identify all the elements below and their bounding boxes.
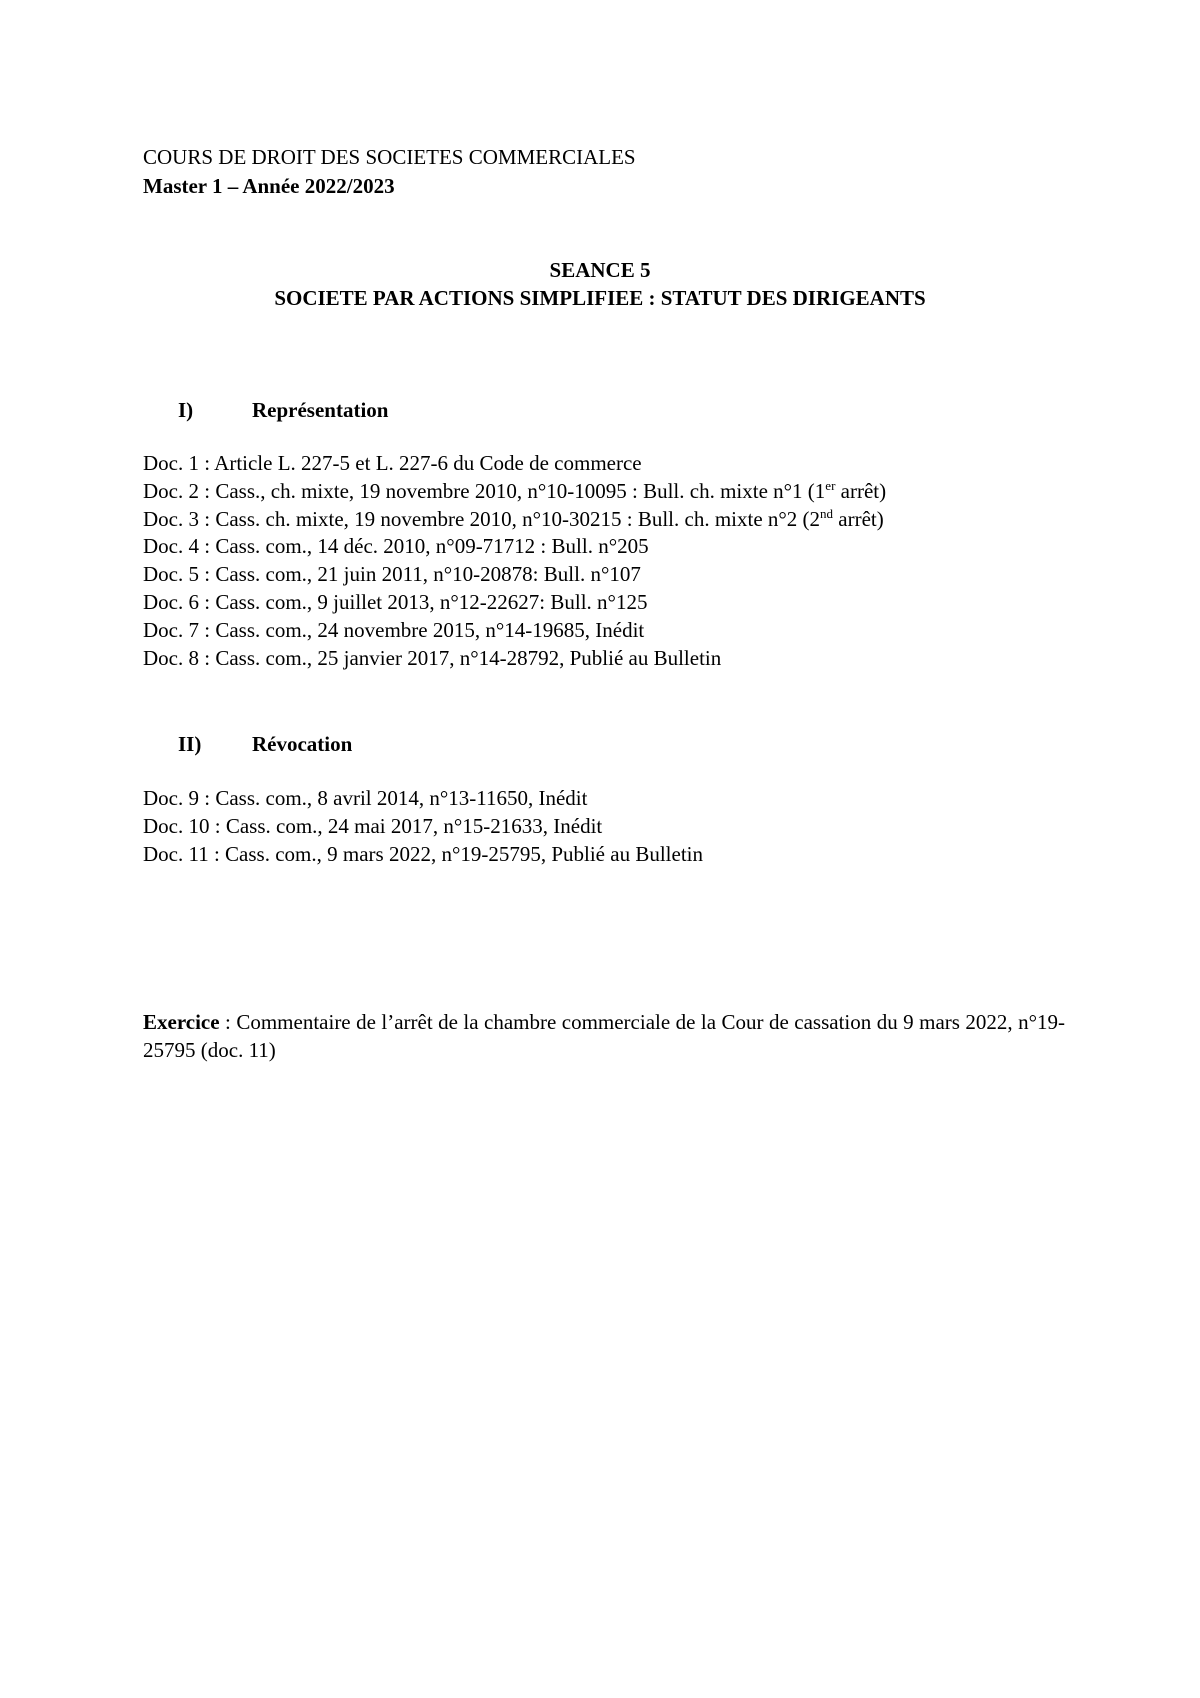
doc-item: [143, 841, 703, 869]
seance-subtitle: SOCIETE PAR ACTIONS SIMPLIFIEE : STATUT DES DIRIGEANTS: [274, 286, 926, 310]
exercise-paragraph: [143, 1008, 1065, 1064]
doc-text: Doc. 8 : Cass. com., 25 janvier 2017, n°14-28792, Publié au Bulletin: [143, 645, 722, 670]
doc-item: [143, 506, 886, 534]
doc-text: Doc. 3 : Cass. ch. mixte, 19 novembre 2010, n°10-30215 : Bull. ch. mixte n°2 (2: [143, 506, 821, 531]
doc-superscript: nd: [820, 505, 834, 521]
exercise-label: Exercice: [143, 1010, 220, 1034]
doc-text: Doc. 1 : Article L. 227-5 et L. 227-6 du Code de commerce: [143, 451, 642, 475]
doc-text-end: arrêt): [833, 506, 884, 531]
section-title: Révocation: [252, 732, 353, 756]
section-heading-representation: [178, 396, 388, 424]
doc-text: Doc. 10 : Cass. com., 24 mai 2017, n°15-21633, Inédit: [143, 813, 603, 838]
doc-item: [143, 813, 703, 841]
doc-text: Doc. 4 : Cass. com., 14 déc. 2010, n°09-71712 : Bull. n°205: [143, 534, 649, 559]
doc-text: Doc. 7 : Cass. com., 24 novembre 2015, n°14-19685, Inédit: [143, 617, 645, 642]
doc-text: Doc. 2 : Cass., ch. mixte, 19 novembre 2010, n°10-10095 : Bull. ch. mixte n°1 (1: [143, 478, 826, 503]
doc-item: [143, 589, 886, 617]
doc-item: [143, 645, 886, 673]
doc-text-end: arrêt): [835, 478, 887, 503]
section-number: II): [178, 732, 202, 756]
doc-text: Doc. 11 : Cass. com., 9 mars 2022, n°19-25795, Publié au Bulletin: [143, 841, 703, 866]
doc-list-revocation: [143, 785, 703, 868]
seance-number: SEANCE 5: [549, 258, 651, 282]
doc-text: Doc. 9 : Cass. com., 8 avril 2014, n°13-11650, Inédit: [143, 786, 588, 810]
course-title: COURS DE DROIT DES SOCIETES COMMERCIALES: [143, 145, 636, 169]
doc-superscript: er: [825, 477, 836, 493]
doc-item: [143, 561, 886, 589]
section-heading-revocation: [178, 730, 352, 758]
course-year: Master 1 – Année 2022/2023: [143, 174, 395, 198]
doc-text: Doc. 6 : Cass. com., 9 juillet 2013, n°12-22627: Bull. n°125: [143, 589, 648, 614]
section-number: I): [178, 398, 194, 422]
doc-text: Doc. 5 : Cass. com., 21 juin 2011, n°10-20878: Bull. n°107: [143, 562, 641, 587]
doc-item: [143, 450, 886, 478]
doc-list-representation: [143, 450, 886, 672]
doc-item: [143, 478, 886, 506]
doc-item: [143, 785, 703, 813]
section-title: Représentation: [252, 398, 389, 422]
doc-item: [143, 533, 886, 561]
exercise-text: : Commentaire de l’arrêt de la chambre commerciale de la Cour de cassation du 9 mars 2022, n°19-25795 (doc. 11): [143, 1010, 1065, 1062]
doc-item: [143, 617, 886, 645]
